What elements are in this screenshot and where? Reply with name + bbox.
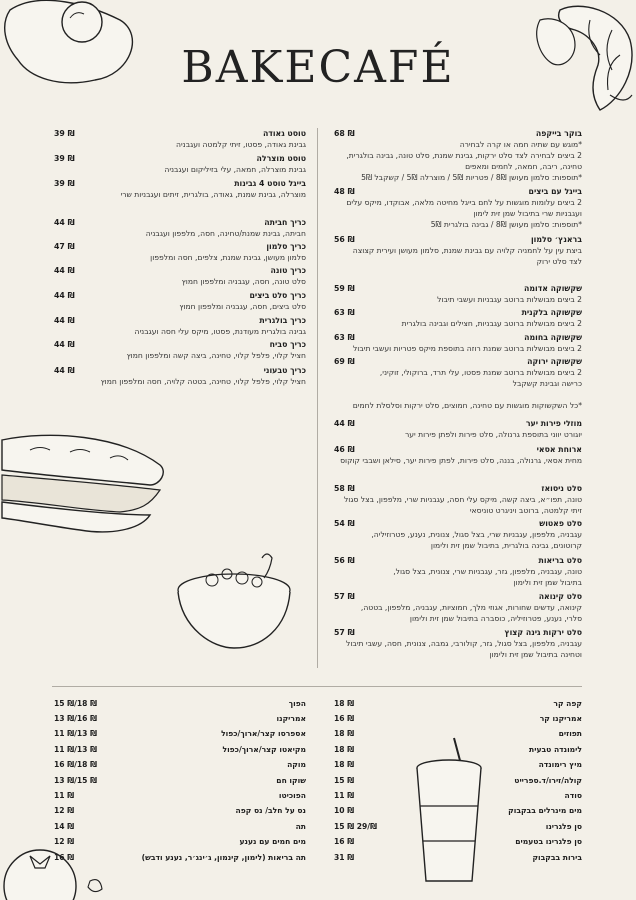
- menu-item: [334, 418, 582, 440]
- menu-item-name: סלט פאטוש: [539, 519, 582, 528]
- menu-item-price: 39 ₪: [54, 154, 75, 163]
- drink-item: [54, 805, 306, 817]
- drink-price: 11 ₪/13 ₪: [54, 729, 97, 739]
- menu-item-description: *מוגש עם שתיה חמה או קרה לבחירה: [459, 140, 582, 149]
- menu-item: [54, 128, 306, 150]
- drink-name: אמריקנו: [276, 713, 306, 723]
- drink-name: לימונדה טבעית: [529, 744, 582, 754]
- menu-item: [334, 283, 582, 305]
- menu-item-description: סלט ביצים, חסה, עגבניה ומלפפון חמוץ: [179, 302, 306, 311]
- menu-item-description: 2 ביצים מבושלות ברוטב עגבניות ועשבי תיבול: [437, 295, 582, 304]
- menu-item-description: לצד סלט ירוק: [536, 257, 582, 266]
- menu-item-price: 47 ₪: [54, 242, 75, 251]
- drink-item: [334, 728, 582, 740]
- column-divider: [317, 128, 318, 668]
- menu-item-description: זיתי קלמטה, ברוטב ויניגרט טוניסאי: [469, 506, 582, 515]
- menu-item: [334, 483, 582, 516]
- drink-item: [334, 743, 582, 755]
- drink-item: [334, 789, 582, 801]
- menu-item-description: 2 ביצים מבושלות ברוטב עגבניות, חצילים וגבינה בולגרית: [401, 319, 582, 328]
- menu-item-price: 39 ₪: [54, 129, 75, 138]
- menu-item-price: 44 ₪: [54, 291, 75, 300]
- menu-item-description: קרוטונים, גבינה בולגרית, בתיבול שמן זית ולימון: [430, 541, 582, 550]
- menu-item-price: 44 ₪: [334, 419, 355, 428]
- menu-item-price: 44 ₪: [54, 266, 75, 275]
- menu-item-price: 48 ₪: [334, 187, 355, 196]
- drink-item: [54, 774, 306, 786]
- drink-price: 14 ₪: [54, 821, 75, 831]
- drink-item: [54, 789, 306, 801]
- menu-item-description: טונה, תפו״א, ביצה קשה, מיקס עלי חסה, עגבניות שרי, מלפפון, בצל סגול: [343, 495, 582, 504]
- menu-item-price: 44 ₪: [54, 340, 75, 349]
- menu-item-description: קינואה, עדשים שחורות, אגוזי מלך, חמוציות, עגבניה, מלפפון, בטטה,: [360, 603, 582, 612]
- menu-item-name: סלט ניסואז: [541, 484, 582, 493]
- menu-item-description: *תוספות: סלמון מעושן 8₪ / פטריות 5₪ / מוצרלה 5₪ / קשקבל 5₪: [361, 173, 582, 182]
- menu-item-price: 57 ₪: [334, 592, 355, 601]
- menu-item-name: ארוחת אסאי: [536, 445, 582, 454]
- menu-item: [54, 241, 306, 263]
- menu-item-price: 57 ₪: [334, 628, 355, 637]
- drink-name: הפוכיטו: [278, 790, 306, 800]
- menu-item: [334, 444, 582, 466]
- menu-item-description: ביצת עין על לחמניה קלויה עם גבינת שמנת, סלמון מעושן ועירית קצוצה: [352, 246, 582, 255]
- drink-price: 10 ₪: [334, 806, 355, 816]
- menu-item-description: יוגורט יווני בתוספת גרנולה, סלט פירות ולפתן פירות יער: [404, 430, 582, 439]
- menu-item: [54, 290, 306, 312]
- drink-item: [334, 759, 582, 771]
- menu-item-price: 56 ₪: [334, 235, 355, 244]
- drink-name: תה: [295, 821, 306, 831]
- menu-item-description: בתיבול שמן זית ולימון: [513, 578, 582, 587]
- drink-name: מקיאטו קצר/ארוך/כפול: [222, 744, 306, 754]
- drink-price: 13 ₪/15 ₪: [54, 775, 97, 785]
- drink-name: סן פלגרינו: [545, 821, 582, 831]
- menu-item-price: 39 ₪: [54, 179, 75, 188]
- drink-name: סודה: [564, 790, 582, 800]
- drinks-divider: [52, 686, 582, 687]
- drink-price: 15 ₪/18 ₪: [54, 698, 97, 708]
- menu-item: [334, 234, 582, 267]
- menu-item-name: שקשוקה בלקנית: [521, 308, 582, 317]
- menu-item-name: בייגל עם ביצים: [528, 187, 582, 196]
- menu-item-name: שקשוקה אדומה: [524, 284, 582, 293]
- drink-price: 13 ₪/16 ₪: [54, 713, 97, 723]
- menu-item: [54, 153, 306, 175]
- drink-name: הפוך: [288, 698, 306, 708]
- drink-item: [334, 851, 582, 863]
- menu-item-price: 69 ₪: [334, 357, 355, 366]
- menu-item-price: 46 ₪: [334, 445, 355, 454]
- menu-item-description: 2 ביצים מבושלות ברוטב שמנת פסטו, עלי תרד, ברוקולי, זוקיני,: [379, 368, 582, 377]
- menu-item: [54, 217, 306, 239]
- drink-price: 16 ₪: [54, 852, 75, 862]
- menu-item-description: סלט טונה, חסה, עגבניה ומלפפון חמוץ: [181, 277, 306, 286]
- menu-item-name: בראנץ׳ סלמון: [531, 235, 582, 244]
- menu-item: [54, 339, 306, 361]
- menu-item-price: 63 ₪: [334, 308, 355, 317]
- menu-item-name: כריך בולגרית: [259, 316, 306, 325]
- menu-item-description: *תוספות: סלמון מעושן 8₪ / גבינה בולגרית 5₪: [430, 220, 582, 229]
- drink-item: [334, 712, 582, 724]
- drink-price: 16 ₪/18 ₪: [54, 760, 97, 770]
- drink-name: מיץ רימונדה: [538, 760, 582, 770]
- drink-price: 11 ₪: [334, 790, 355, 800]
- menu-item-price: 44 ₪: [54, 366, 75, 375]
- drink-name: תה בריאות (לימון, קינמון, ג׳ינג׳ר, נענע ודבש): [141, 852, 306, 862]
- menu-title: BAKECAFÉ: [181, 42, 455, 93]
- menu-item-description: חציל קלוי, פלפל קלוי, טחינה, ביצה קשה ומלפפון חמוץ: [126, 351, 306, 360]
- drink-name: בירות בבקבוק: [532, 852, 582, 862]
- menu-item-name: כריך טבעוני: [263, 366, 306, 375]
- menu-item-description: [334, 389, 582, 400]
- menu-item: [334, 186, 582, 230]
- menu-item-description: 2 ביצים לבחירה לצד סלט ירקות, גבינת שמנת, סלט טונה, גבינה בולגרית,: [346, 151, 582, 160]
- drink-price: 15 ₪: [334, 775, 355, 785]
- menu-item-description: עגבניה, מלפפון, בצל סגול, גזר, קולורבי, גמבה, צנונית, חסה, עשבי תיבול: [346, 639, 582, 648]
- drink-item: [334, 836, 582, 848]
- drink-price: 12 ₪: [54, 837, 75, 847]
- drink-name: קולה/זירו/ד.ספרייט: [514, 775, 582, 785]
- sandwich-illustration: [0, 430, 170, 540]
- drink-item: [54, 836, 306, 848]
- menu-item: [334, 555, 582, 588]
- menu-item-name: טוסט מוצרלה: [256, 154, 306, 163]
- menu-item-name: כריך חביתה: [264, 218, 306, 227]
- drink-item: [334, 805, 582, 817]
- menu-item-price: 44 ₪: [54, 218, 75, 227]
- menu-item-description: 2 ביצים מבושלות ברוטב שמנת רוזה בתוספת מיקס פטריות ועשבי תיבול: [352, 344, 582, 353]
- drink-name: תפוזים: [558, 729, 582, 739]
- drink-price: 18 ₪: [334, 760, 355, 770]
- menu-item-description: גבינה בולגרית מעודנת, פסטו, מיקס עלי חסה ועגבניה: [134, 327, 306, 336]
- menu-item: [334, 356, 582, 411]
- menu-item-description: גבינת מוצרלה, חמאה, עלי בזיליקום ועגבניה: [164, 165, 306, 174]
- drink-price: 18 ₪: [334, 744, 355, 754]
- menu-item-price: 44 ₪: [54, 316, 75, 325]
- drink-item: [334, 774, 582, 786]
- drink-name: נס על חלב/ נס קפה: [235, 806, 306, 816]
- menu-item: [54, 315, 306, 337]
- menu-item-name: כריך סביח: [269, 340, 306, 349]
- drink-price: 18 ₪: [334, 729, 355, 739]
- menu-item-description: חציל קלוי, פלפל קלוי, טחינה, בטטה קלויה, חסה ומלפפון חמוץ: [100, 377, 306, 386]
- menu-item-name: כריך טונה: [270, 266, 306, 275]
- menu-item: [334, 591, 582, 624]
- drink-item: [54, 728, 306, 740]
- menu-item-description: גבינת גאודה, פסטו, זיתי קלמטה ועגבניה: [176, 140, 306, 149]
- menu-item-name: שקשוקה בחומה: [524, 333, 582, 342]
- drink-name: קפה קר: [553, 698, 582, 708]
- menu-item: [334, 128, 582, 183]
- menu-item-price: 58 ₪: [334, 484, 355, 493]
- menu-item-name: טוסט גאודה: [262, 129, 306, 138]
- drink-price: 16 ₪: [334, 837, 355, 847]
- drink-item: [54, 820, 306, 832]
- menu-item-description: חביתה, גבינת שמנת/טחינה, חסה, מלפפון ועגבניה: [145, 229, 306, 238]
- drink-price: 31 ₪: [334, 852, 355, 862]
- drink-item: [334, 697, 582, 709]
- menu-item-name: בייגל טוסט 4 גבינות: [234, 179, 306, 188]
- drink-item: [54, 851, 306, 863]
- menu-item-description: *כל השקשוקות מוגשות עם טחינה, חמוצים, סלט ירקות וסלסלת לחמים: [352, 401, 582, 410]
- menu-item-name: כריך סלמון: [266, 242, 306, 251]
- drink-name: מוקה: [287, 760, 306, 770]
- menu-item: [54, 365, 306, 387]
- menu-item: [334, 518, 582, 551]
- menu-item: [54, 265, 306, 287]
- menu-item-price: 56 ₪: [334, 556, 355, 565]
- menu-item-description: עגבניה, מלפפון, עגבניות שרי, בצל סגול, צנונית, נענע, פטרוזיליה,: [371, 530, 582, 539]
- drink-name: מים מינרלים בבקבוק: [508, 806, 582, 816]
- menu-item-description: ועגבניות שרי בתיבול שמן זית לימון: [473, 209, 582, 218]
- menu-item-description: מוצרלה, גבינת שמנת, גאודה, בולגרית, זיתים ועגבניות שרי: [120, 190, 306, 199]
- drink-name: מים חמים עם נענע: [239, 837, 306, 847]
- menu-item-description: סלרי, נענע, פטרוזיליה, כוסברה בתיבול שמן זית ולימון: [409, 614, 582, 623]
- menu-item-description: מחית אסאי, גרנולה, בננה, סלט פירות, לפתן פירות יער, סילאן ושבבי קוקוס: [340, 456, 582, 465]
- drink-name: סן פלגרינו בטעמים: [515, 837, 582, 847]
- menu-item-description: סלמון מעושן, גבינת שמנת, צלפים, חסה ומלפפון: [150, 253, 306, 262]
- menu-item: [334, 307, 582, 329]
- drink-name: אמריקנו קר: [539, 713, 582, 723]
- drink-name: שוקו חם: [276, 775, 306, 785]
- menu-item-price: 68 ₪: [334, 129, 355, 138]
- menu-item-name: סלט ירקות גינה קצוץ: [504, 628, 582, 637]
- menu-item-description: 2 ביצים עלומות מוגשות על לחם בייגל מחיטה מלאה, אבוקדו, מיקס עלים: [346, 198, 582, 207]
- drink-item: [334, 820, 582, 832]
- menu-item: [54, 178, 306, 200]
- drink-price: 12 ₪: [54, 806, 75, 816]
- menu-item: [334, 627, 582, 660]
- menu-item-name: כריך סלט ביצים: [249, 291, 306, 300]
- menu-item-price: 63 ₪: [334, 333, 355, 342]
- drink-item: [54, 743, 306, 755]
- menu-item-description: כרישה וגבינת קשקבל: [512, 379, 582, 388]
- menu-item-description: וטחינה בתיבול שמן זית ולימון: [489, 650, 582, 659]
- menu-item-price: 54 ₪: [334, 519, 355, 528]
- drink-price: 18 ₪: [334, 698, 355, 708]
- drink-price: 16 ₪: [334, 713, 355, 723]
- menu-item-description: טחינה, ריבה, חמאה, לחמים ומאפים: [465, 162, 582, 171]
- menu-item-name: מוזלי פירות יער: [525, 419, 582, 428]
- drink-price: 11 ₪: [54, 790, 75, 800]
- menu-item-name: סלט קינואה: [538, 592, 582, 601]
- menu-item-price: 59 ₪: [334, 284, 355, 293]
- drink-price: 11 ₪/13 ₪: [54, 744, 97, 754]
- drink-item: [54, 712, 306, 724]
- salad-bowl-illustration: [172, 548, 302, 654]
- menu-item-name: שקשוקה ירוקה: [527, 357, 582, 366]
- drink-name: אספרסו קצר/ארוך/כפול: [221, 729, 306, 739]
- drink-item: [54, 759, 306, 771]
- drink-item: [54, 697, 306, 709]
- menu-item-name: בוקר בייקפה: [535, 129, 582, 138]
- menu-item: [334, 332, 582, 354]
- menu-item-description: טונה, עגבניה, מלפפון, גזר, עגבניות שרי, צנונית, בצל סגול,: [393, 567, 582, 576]
- drink-price: 15 ₪ 29/₪: [334, 821, 377, 831]
- menu-item-name: סלט בריאות: [538, 556, 582, 565]
